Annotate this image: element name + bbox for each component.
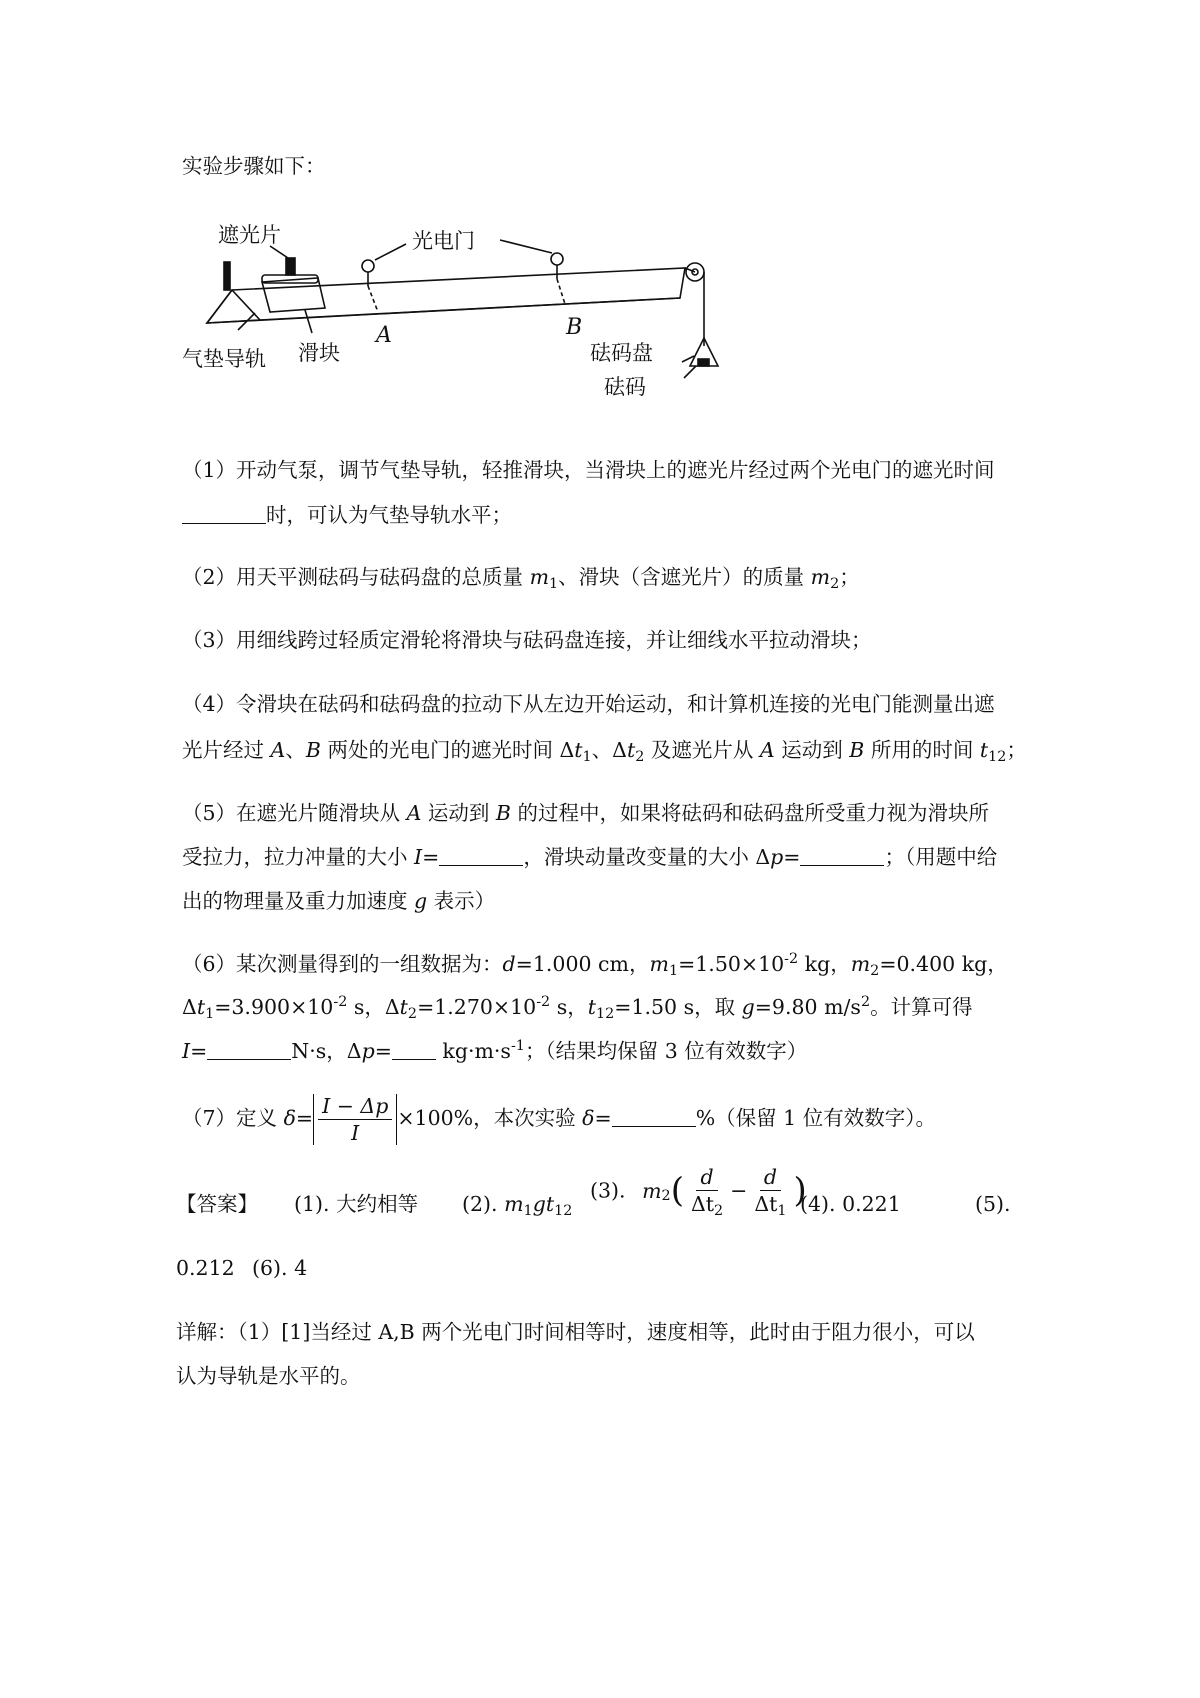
step-1-line-2: 时，可认为气垫导轨水平；: [182, 501, 512, 529]
stopper-post: [224, 262, 230, 290]
answer-blank[interactable]: [182, 503, 266, 524]
answer-blank[interactable]: [207, 1039, 291, 1060]
step-4-line-2: 光片经过 A、B 两处的光电门的遮光时间 $\Delta t_1$、$\Delta t_2$ 及遮光片从 A 运动到 B 所用的时间 $t_{12}$；: [182, 738, 1027, 765]
step-6-line-1: （6）某次测量得到的一组数据为：d=1.000 cm，$m_1=1.50\times 10^{-2}$ kg，$m_2=0.400$ kg，: [182, 951, 1008, 979]
answer-heading: 【答案】: [176, 1192, 258, 1216]
label-gate: 光电门: [412, 229, 475, 253]
air-track-diagram: [182, 223, 760, 413]
step-5-line-2: 受拉力，拉力冲量的大小 I= ，滑块动量改变量的大小 Δp= ；（用题中给: [182, 845, 998, 869]
step-7: （7）定义 δ= $\frac{I - \Delta p}{I}$ ×100%，本次实验 δ= %（保留 1 位有效数字）。: [182, 1094, 936, 1145]
step-3: （3）用细线跨过轻质定滑轮将滑块与砝码盘连接，并让细线水平拉动滑块；: [182, 628, 872, 652]
explanation-line-1: 详解：（1）[1]当经过 A,B 两个光电门时间相等时，速度相等，此时由于阻力很小，可以: [176, 1320, 975, 1344]
answer-4: (4). 0.221: [800, 1192, 901, 1216]
step-2: （2）用天平测砝码与砝码盘的总质量 $m_1$、滑块（含遮光片）的质量 $m_2$；: [182, 565, 860, 592]
gate-b: [551, 253, 563, 265]
step-6-line-2: $\Delta t_1=3.900\times 10^{-2}$ s，$\Delta t_2=1.270\times 10^{-2}$ s，$t_{12}=1.50$ s，取 g=9.80 $m/s^2$。计算可得: [182, 994, 973, 1022]
label-track: 气垫导轨: [182, 347, 266, 371]
answer-blank[interactable]: [612, 1106, 696, 1127]
step-6-line-3: I= N·s，$\Delta p= kg\cdot m\cdot s^{-1}$；（结果均保留 3 位有效数字）: [182, 1038, 808, 1063]
answer-5-label: (5).: [975, 1192, 1011, 1216]
answer-5-value: 0.212: [176, 1256, 235, 1280]
weight: [698, 359, 709, 366]
answer-blank[interactable]: [439, 845, 523, 866]
label-slider: 滑块: [298, 341, 340, 365]
shade-plate: [286, 258, 295, 275]
step-4-line-1: （4）令滑块在砝码和砝码盘的拉动下从左边开始运动，和计算机连接的光电门能测量出遮: [182, 692, 995, 716]
answer-3: (3). $m_2$( $\frac{d}{\Delta t_2}$ − $\frac{d}{\Delta t_1}$ ): [590, 1165, 807, 1219]
answer-blank[interactable]: [800, 845, 884, 866]
label-b: B: [566, 315, 583, 340]
label-shade: 遮光片: [218, 223, 281, 247]
step-5-line-1: （5）在遮光片随滑块从 A 运动到 B 的过程中，如果将砝码和砝码盘所受重力视为滑块所: [182, 801, 990, 825]
label-pan: 砝码盘: [590, 341, 653, 365]
answer-2: (2). $m_1gt_{12}$: [462, 1192, 573, 1219]
intro-text: 实验步骤如下：: [182, 154, 326, 178]
gate-a: [362, 260, 374, 272]
step-1-line-1: （1）开动气泵，调节气垫导轨，轻推滑块，当滑块上的遮光片经过两个光电门的遮光时间: [182, 458, 995, 482]
step-5-line-3: 出的物理量及重力加速度 g 表示）: [182, 889, 496, 913]
label-a: A: [376, 323, 392, 348]
answer-blank[interactable]: [392, 1039, 436, 1060]
air-track: [207, 268, 685, 323]
explanation-line-2: 认为导轨是水平的。: [176, 1364, 361, 1388]
left-support: [207, 290, 260, 323]
label-weight: 砝码: [604, 375, 646, 399]
answer-1: (1). 大约相等: [294, 1192, 419, 1216]
answer-6: (6). 4: [252, 1256, 308, 1280]
delta-formula: $\frac{I - \Delta p}{I}$: [313, 1094, 397, 1145]
